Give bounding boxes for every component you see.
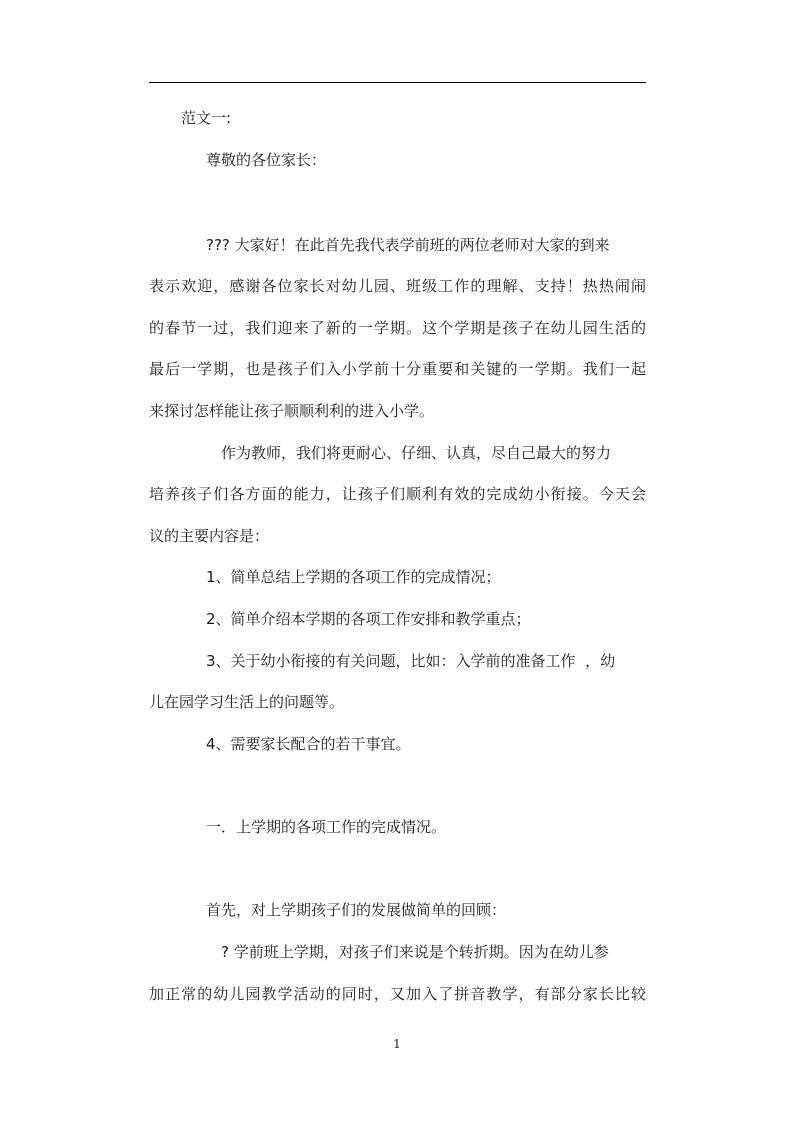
paragraph-line: ??? 大家好！在此首先我代表学前班的两位老师对大家的到来 xyxy=(206,236,610,254)
document-heading: 范文一: xyxy=(181,109,232,127)
salutation: 尊敬的各位家长： xyxy=(206,151,327,169)
paragraph-line: 作为教师，我们将更耐心、仔细、认真，尽自己最大的努力 xyxy=(221,444,612,462)
header-rule xyxy=(149,82,646,83)
agenda-item-continued: 儿在园学习生活上的问题等。 xyxy=(149,693,345,711)
paragraph-line: 最后一学期，也是孩子们入小学前十分重要和关键的一学期。我们一起 xyxy=(149,360,646,378)
section-title: 一．上学期的各项工作的完成情况。 xyxy=(206,818,447,836)
paragraph-line: 议的主要内容是： xyxy=(149,527,270,545)
paragraph-line: 加正常的幼儿园教学活动的同时，又加入了拼音教学，有部分家长比较 xyxy=(149,985,646,1003)
paragraph-line: 的春节一过，我们迎来了新的一学期。这个学期是孩子在幼儿园生活的 xyxy=(149,319,646,337)
page-number: 1 xyxy=(393,1037,401,1051)
paragraph-line: 培养孩子们各方面的能力，让孩子们顺利有效的完成幼小衔接。今天会 xyxy=(149,485,646,503)
paragraph-line: 来探讨怎样能让孩子顺顺利利的进入小学。 xyxy=(149,402,435,420)
agenda-item: 1、简单总结上学期的各项工作的完成情况； xyxy=(206,568,501,586)
paragraph-line: ? 学前班上学期，对孩子们来说是个转折期。因为在幼儿参 xyxy=(221,943,609,961)
paragraph-line: 表示欢迎，感谢各位家长对幼儿园、班级工作的理解、支持！热热闹闹 xyxy=(149,277,646,295)
section-intro: 首先，对上学期孩子们的发展做简单的回顾： xyxy=(206,901,507,919)
agenda-item: 2、简单介绍本学期的各项工作安排和教学重点； xyxy=(206,610,531,628)
agenda-item: 3、关于幼小衔接的有关问题，比如：入学前的准备工作 ，幼 xyxy=(206,652,616,670)
agenda-item: 4、需要家长配合的若干事宜。 xyxy=(206,735,411,753)
